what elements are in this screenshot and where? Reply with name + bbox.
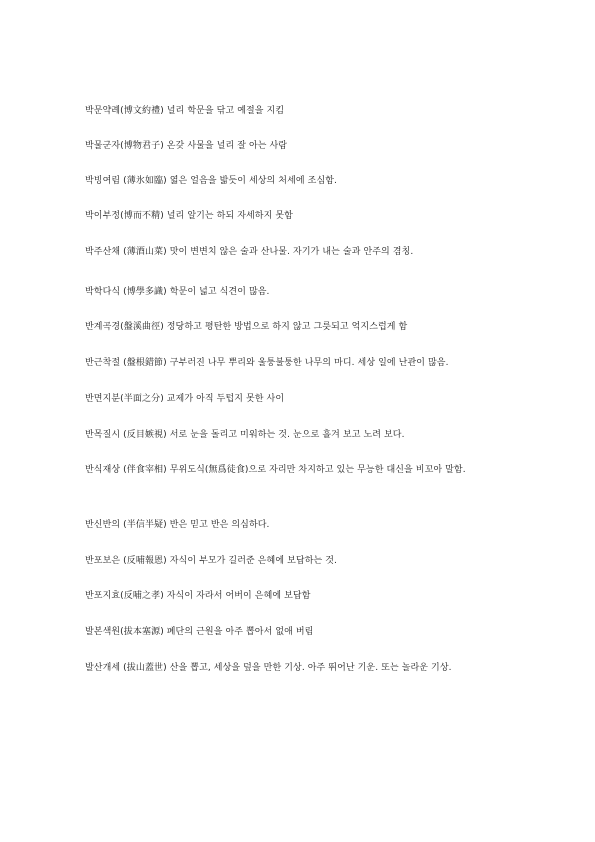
entry-definition: 널리 학문을 닦고 예절을 지킴: [166, 106, 285, 116]
entry-term: 반근착절 (盤根錯節): [85, 358, 170, 368]
entry-term: 박이부정(博而不精): [85, 211, 167, 221]
entry-8: [85, 355, 515, 371]
entry-10: [85, 427, 515, 443]
entry-term: 박학다식 (博學多識): [85, 287, 170, 297]
entry-term: 발본색원(拔本塞源): [85, 627, 167, 637]
entry-definition: 자식이 자라서 어버이 은혜에 보답함: [166, 591, 311, 601]
entry-15: [85, 624, 515, 640]
entry-term: 반포지효(反哺之孝): [85, 591, 167, 601]
entry-3: [85, 173, 515, 189]
entry-7: [85, 319, 515, 335]
entry-definition: 온갖 사물을 널리 잘 아는 사람: [166, 141, 288, 151]
entry-term: 박빙여림 (薄氷如臨): [85, 176, 170, 186]
entry-13: [85, 553, 515, 569]
entry-11: [85, 462, 515, 478]
entry-5: [85, 244, 515, 260]
entry-definition: 자식이 부모가 길러준 은혜에 보답하는 것.: [169, 556, 337, 566]
entry-definition: 반은 믿고 반은 의심하다.: [169, 520, 270, 530]
entry-definition: 엷은 얼음을 밟듯이 세상의 처세에 조심함.: [169, 176, 337, 186]
entry-term: 반면지분(半面之分): [85, 394, 167, 404]
entry-term: 박주산채 (薄酒山菜): [85, 247, 170, 257]
entry-14: [85, 588, 515, 604]
entry-definition: 산을 뽑고, 세상을 덮을 만한 기상. 아주 뛰어난 기운. 또는 놀라운 기상.: [169, 663, 452, 673]
entry-4: [85, 208, 515, 224]
entry-definition: 널리 알기는 하되 자세하지 못함: [166, 211, 293, 221]
entry-definition: 맛이 변변치 않은 술과 산나물. 자기가 내는 술과 안주의 겸칭.: [169, 247, 414, 257]
entry-term: 반목질시 (反目嫉視): [85, 430, 170, 440]
entry-definition: 정당하고 평탄한 방법으로 하지 않고 그릇되고 억지스럽게 함: [166, 322, 408, 332]
entry-12: [85, 517, 515, 533]
entry-term: 박문약례(博文約禮): [85, 106, 167, 116]
entry-definition: 학문이 넓고 식견이 많음.: [169, 287, 270, 297]
entry-term: 반식재상 (伴食宰相): [85, 465, 170, 475]
entry-term: 반신반의 (半信半疑): [85, 520, 170, 530]
entry-1: [85, 103, 515, 119]
entry-term: 반계곡경(盤溪曲徑): [85, 322, 167, 332]
entry-6: [85, 284, 515, 300]
entry-term: 발산개세 (拔山蓋世): [85, 663, 170, 673]
entry-definition: 서로 눈을 돌리고 미워하는 것. 눈으로 흘겨 보고 노려 보다.: [169, 430, 405, 440]
entry-definition: 교제가 아직 두텁지 못한 사이: [166, 394, 285, 404]
entry-9: [85, 391, 515, 407]
entry-definition: 무위도식(無爲徒食)으로 자리만 차지하고 있는 무능한 대신을 비꼬아 말함.: [169, 465, 466, 475]
entry-definition: 폐단의 근원을 아주 뽑아서 없애 버림: [166, 627, 314, 637]
entry-term: 박물군자(博物君子): [85, 141, 167, 151]
entry-term: 반포보은 (反哺報恩): [85, 556, 170, 566]
entry-16: [85, 660, 515, 676]
entry-2: [85, 138, 515, 154]
entry-definition: 구부러진 나무 뿌리와 울퉁불퉁한 나무의 마디. 세상 일에 난관이 많음.: [169, 358, 449, 368]
